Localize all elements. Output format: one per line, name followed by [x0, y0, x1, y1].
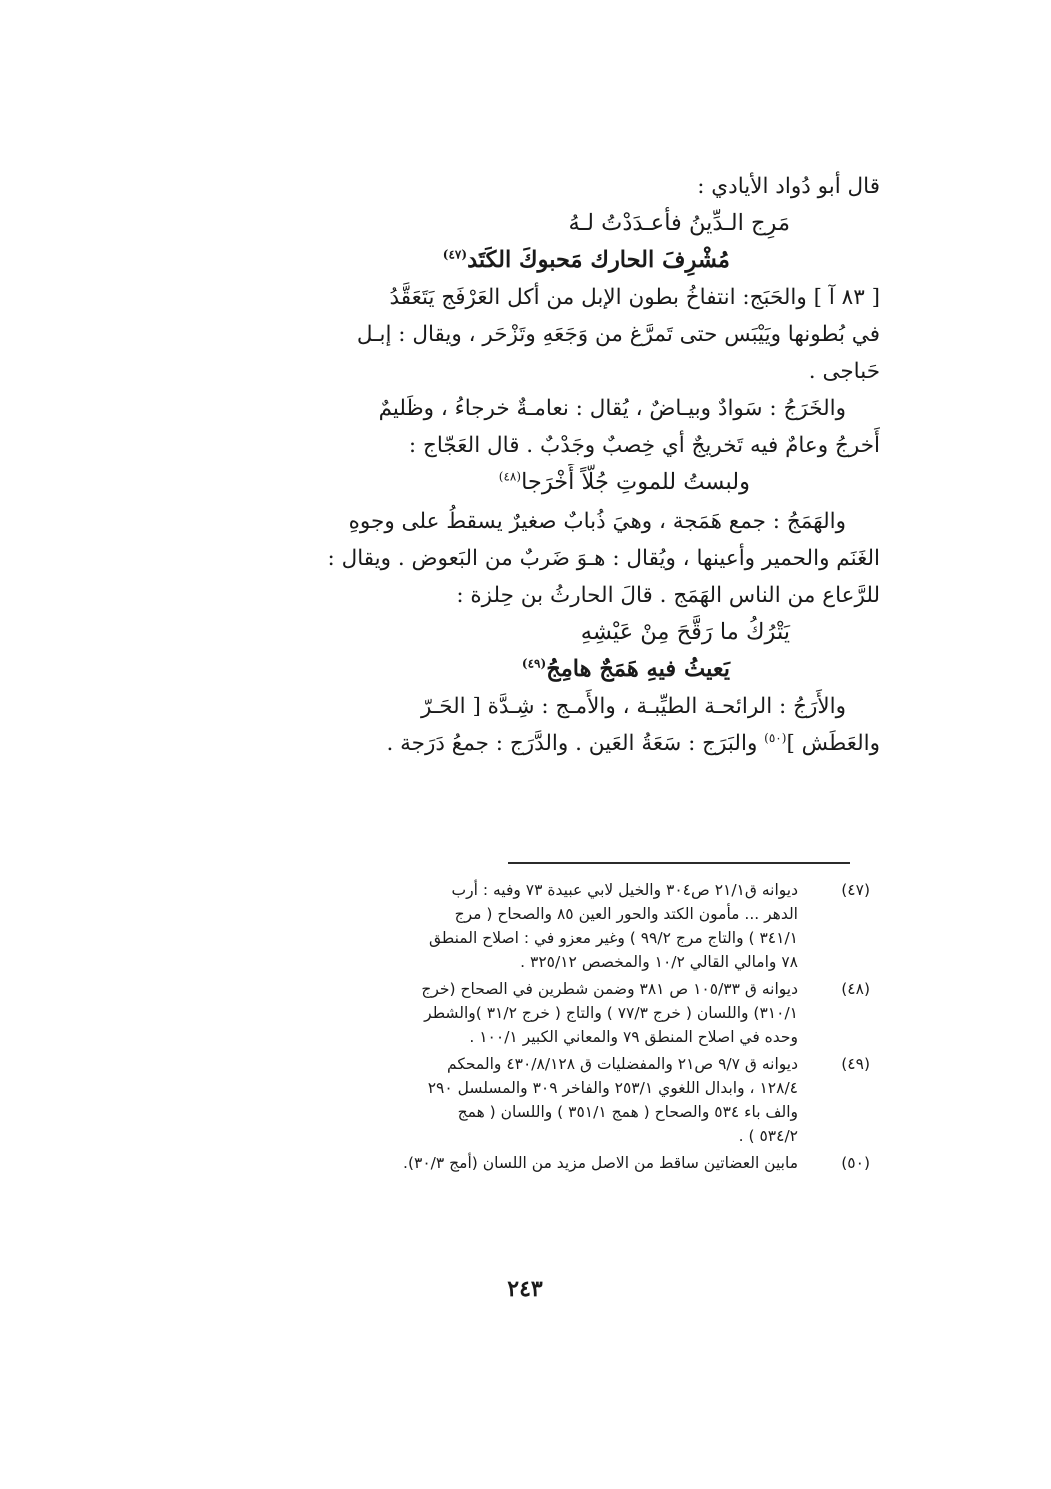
footnote-line: ٣٤١/١ ) والتاج مرج ٩٩/٢ ) وغير معزو في : اصلاح المنطق: [428, 929, 798, 947]
footnote-number: (٤٧): [841, 881, 870, 899]
paragraph-line: أَخرجُ وعامٌ فيه تَخريجٌ أي خِصبٌ وجَدْبٌ . قال العَجّاج :: [408, 433, 880, 458]
footnotes: [180, 878, 870, 1178]
verse-line: [150, 464, 880, 501]
verse-text: ولبستُ للموتِ جُلّاً أَخْرَجا: [521, 469, 750, 495]
footnote-line: ٣١٠/١) واللسان ( خرج ٧٧/٣ ) والتاج ( خرج ٣١/٢ )والشطر: [424, 1004, 798, 1022]
footnote: [180, 878, 870, 974]
verse-line: يَتْرُكُ ما رَقَّحَ مِنْ عَيْشِهِ: [580, 619, 790, 645]
footnote-line: ٥٣٤/٢ ) .: [738, 1127, 798, 1145]
verse-text: يَعيثُ فيهِ هَمَجٌ هامِجُ: [546, 656, 730, 682]
footnote-line: ديوانه ق٢١/١ ص٣٠٤ والخيل لابي عبيدة ٧٣ وفيه : أرب: [451, 881, 798, 899]
paragraph-line: حَباجى .: [808, 359, 880, 384]
footnote-line: ٧٨ وامالي القالي ١٠/٢ والمخصص ٣٢٥/١٢ .: [520, 953, 798, 971]
footnote-line: ١٢٨/٤ ، وابدال اللغوي ٢٥٣/١ والفاخر ٣٠٩ والمسلسل ٢٩٠: [427, 1079, 798, 1097]
footnote-number: (٥٠): [841, 1154, 870, 1172]
footnote-line: ديوانه ق ٩/٧ ص٢١ والمفضليات ق ٤٣٠/٨/١٢٨ والمحكم: [447, 1055, 798, 1073]
main-text: [150, 168, 880, 762]
verse-line: [150, 242, 880, 279]
footnote-line: والف باء ٥٣٤ والصحاح ( همج ٣٥١/١ ) واللسان ( همج: [457, 1103, 798, 1121]
paragraph-line: والخَرَجُ : سَوادٌ وبيـاضٌ ، يُقال : نعامـةٌ خرجاءُ ، وظَليمٌ: [378, 396, 846, 421]
paragraph-line: والهَمَجُ : جمع هَمَجة ، وهيَ ذُبابٌ صغيرٌ يسقطُ على وجوهِ: [348, 509, 846, 534]
paragraph-line: والأَرَجُ : الرائحـة الطيِّبـة ، والأَمـج : شِـدَّة [ الحَـرّ: [421, 694, 846, 719]
footnote: [180, 977, 870, 1049]
paragraph-line: [ ٨٣ آ ] والحَبَج: انتفاخُ بطون الإبل من أكل العَرْفَج يَتَعَقَّدُ: [389, 285, 880, 310]
footnote-ref: (٤٧): [442, 247, 468, 262]
footnote: [180, 1052, 870, 1148]
paragraph-text: والبَرَج : سَعَةُ العَين . والدَّرَج : جمعُ دَرَجة .: [386, 731, 765, 756]
page-number: ٢٤٣: [507, 1276, 543, 1302]
footnote-ref: (٤٩): [521, 656, 547, 671]
verse-line: [150, 651, 880, 688]
footnote-line: الدهر ... مأمون الكتد والحور العين ٨٥ والصحاح ( مرج: [454, 905, 798, 923]
footnote-divider: [508, 862, 850, 864]
paragraph-text: والعَطَش ]: [786, 731, 880, 756]
paragraph-line: للرَّعاع من الناس الهَمَج . قالَ الحارثُ بن حِلزة :: [456, 583, 880, 608]
paragraph-line: في بُطونها ويَيْبَس حتى تَمرَّغ من وَجَعَهِ وتَزْحَر ، ويقال : إبـل: [356, 322, 880, 347]
footnote-number: (٤٨): [841, 980, 870, 998]
paragraph-line: الغَنَم والحمير وأعينها ، ويُقال : هـوَ ضَربٌ من البَعوض . ويقال :: [327, 546, 880, 571]
verse-line: مَرِج الـدِّينُ فأعـدَدْتُ لـهُ: [568, 210, 790, 236]
footnote: [180, 1151, 870, 1175]
footnote-ref: (٥٠): [764, 730, 787, 745]
footnote-line: مابين العضاتين ساقط من الاصل مزيد من اللسان (أمج ٣٠/٣).: [403, 1154, 798, 1172]
footnote-line: وحده في اصلاح المنطق ٧٩ والمعاني الكبير ١٠٠/١ .: [469, 1028, 798, 1046]
footnote-ref: (٤٨): [498, 469, 522, 484]
intro-line: قال أبو دُواد الأيادي :: [697, 174, 880, 199]
footnote-line: ديوانه ق ١٠٥/٣٣ ص ٣٨١ وضمن شطرين في الصحاح (خرج: [421, 980, 798, 998]
footnote-number: (٤٩): [841, 1055, 870, 1073]
verse-text: مُشْرِفَ الحارك مَحبوكَ الكَتَد: [467, 247, 730, 273]
paragraph-line: [150, 725, 880, 762]
